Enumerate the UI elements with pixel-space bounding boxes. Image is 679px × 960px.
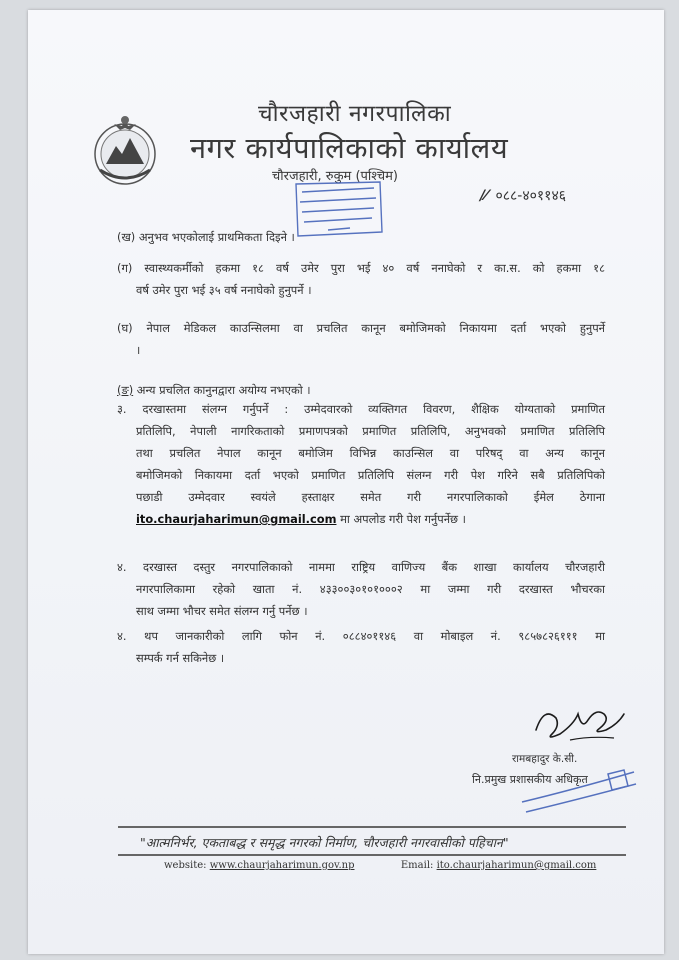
section-4-fee: ४. दरखास्त दस्तुर नगरपालिकाको नाममा राष्ट्रिय वाणिज्य बैंक शाखा कार्यालय चौरजहारी नगरपालिकामा रहेको खाता नं. ४३३००३०१०१०००२ मा जम्मा गरी दरखास्त भौचरका साथ जम्मा भौचर समेत संलग्न गर्नु पर्नेछ । xyxy=(117,560,605,618)
item-nga: (ङ) अन्य प्रचलित कानुनद्वारा अयोग्य नभएको । xyxy=(117,383,311,397)
office-title: नगर कार्यपालिकाको कार्यालय xyxy=(190,131,509,165)
officer-rubber-stamp xyxy=(512,768,642,818)
office-address: चौरजहारी, रुकुम (पश्चिम) xyxy=(272,169,398,184)
handwritten-signature xyxy=(530,700,630,748)
footer-divider-top xyxy=(118,826,626,828)
section-3-documents: ३. दरखास्तमा संलग्न गर्नुपर्ने : उम्मेदवारको व्यक्तिगत विवरण, शैक्षिक योग्यताको प्रमाणित प्रतिलिपि, नेपाली नागरिकताको प्रमाणपत्रको प्रमाणित प्रतिलिपि, अनुभवको प्रमाणित प्रतिलिपि तथा प्रचलित नेपाल कानून बमोजिम विभिन्न काउन्सिल वा परिषद् वा अन्य कानून बमोजिमको निकायमा दर्ता भएको प्रमाणित प्रतिलिपि संलग्न गरी पेश गरिने सबै प्रतिलिपिको पछाडी उम्मेदवार स्वयंले हस्ताक्षर समेत गरी नगरपालिकाको ईमेल ठेगाना ito.chaurjaharimun@gmail.com मा अपलोड गरी पेश गर्नुपर्नेछ । xyxy=(117,402,605,526)
footer-contact: website: www.chaurjaharimun.gov.np Email: ito.chaurjaharimun@gmail.com xyxy=(164,860,597,871)
item-kha: (ख) अनुभव भएकोलाई प्राथमिकता दिइने । xyxy=(117,230,295,244)
item-ga: (ग) स्वास्थ्यकर्मीको हकमा १८ वर्ष उमेर पुरा भई ४० वर्ष ननाघेको र का.स. को हकमा १८ वर्ष उमेर पुरा भई ३५ वर्ष ननाघेको हुनुपर्ने । xyxy=(117,261,605,297)
official-seal-stamp xyxy=(288,178,388,250)
section-4-contact: ४. थप जानकारीको लागि फोन नं. ०८८४०११४६ वा मोबाइल नं. ९८५७८२६१११ मा सम्पर्क गर्न सकिनेछ । xyxy=(117,629,605,665)
item-gha: (घ) नेपाल मेडिकल काउन्सिलमा वा प्रचलित कानून बमोजिमको निकायमा दर्ता भएको हुनुपर्ने । xyxy=(117,321,605,357)
email-link[interactable]: ito.chaurjaharimun@gmail.com xyxy=(136,512,337,526)
signatory-title: नि.प्रमुख प्रशासकीय अधिकृत xyxy=(472,773,588,786)
reference-number: /⁄ ०८८-४०११४६ xyxy=(480,188,567,204)
footer-slogan: "आत्मनिर्भर, एकताबद्ध र समृद्ध नगरको निर्माण, चौरजहारी नगरवासीको पहिचान" xyxy=(140,835,509,850)
footer-email-link[interactable]: ito.chaurjaharimun@gmail.com xyxy=(436,860,597,871)
ref-prefix-icon: /⁄ xyxy=(480,188,488,204)
footer-divider-bottom xyxy=(118,854,626,856)
municipality-name: चौरजहारी नगरपालिका xyxy=(258,101,452,127)
nepal-emblem-logo xyxy=(92,108,158,188)
website-link[interactable]: www.chaurjaharimun.gov.np xyxy=(209,860,355,871)
signatory-name: रामबहादुर के.सी. xyxy=(512,753,578,765)
